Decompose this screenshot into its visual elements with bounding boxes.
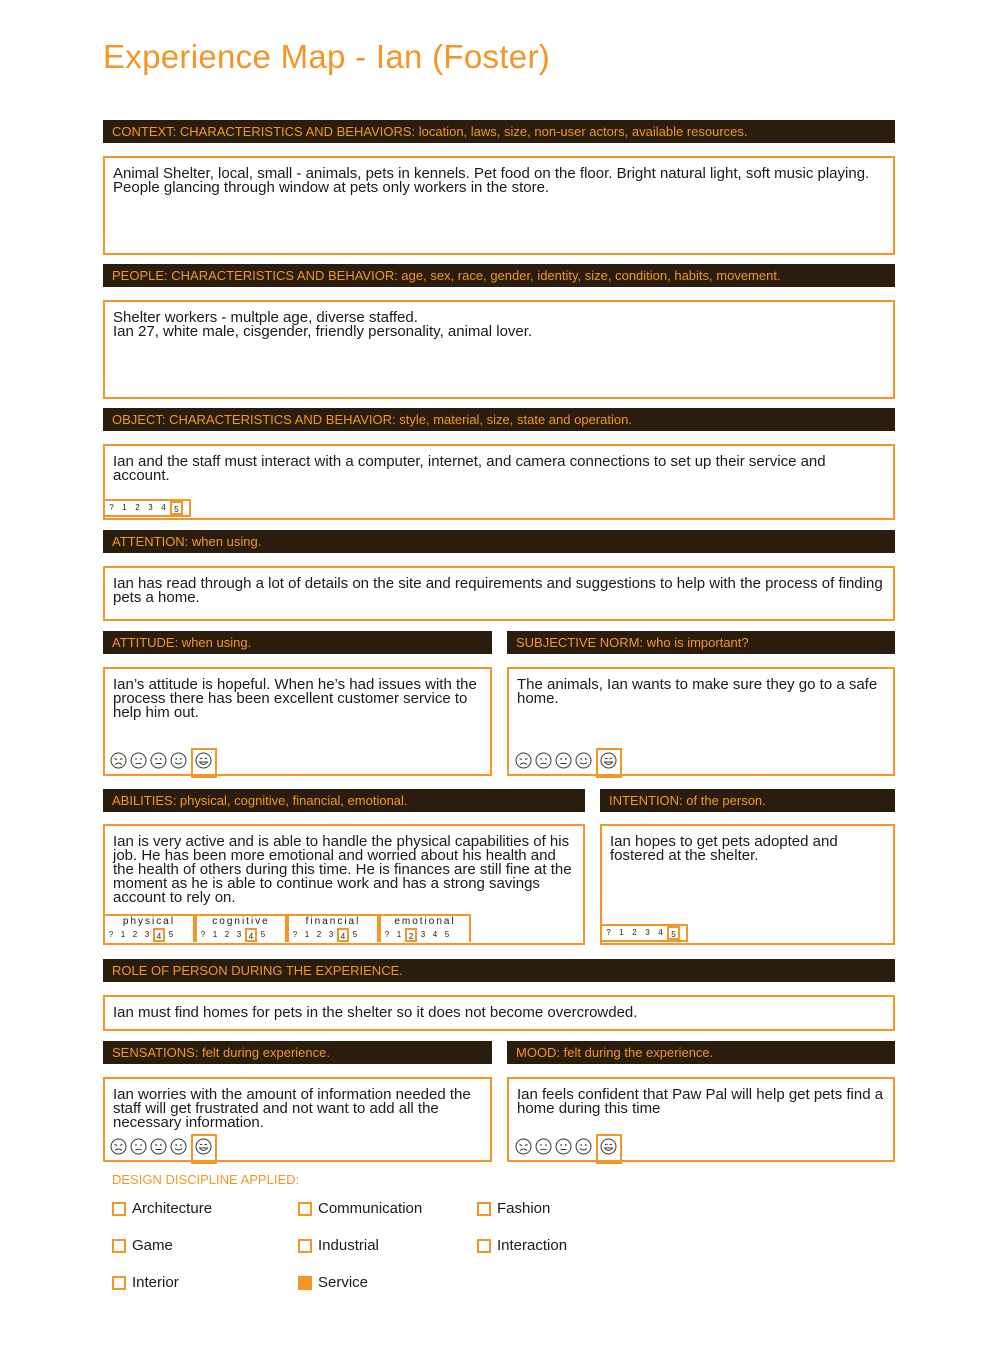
role-box: [103, 995, 895, 1031]
ability-group-label: financial: [305, 916, 361, 927]
discipline-label: Game: [132, 1237, 173, 1254]
subjective-norm-text: The animals, Ian wants to make sure they go to a safe home.: [517, 676, 878, 707]
mood-header: MOOD: felt during the experience.: [507, 1041, 895, 1064]
discipline-label: Industrial: [318, 1237, 379, 1254]
discipline-option-communication[interactable]: [298, 1200, 422, 1217]
attention-box: [103, 566, 895, 621]
attitude-face-rating: [110, 748, 217, 778]
ability-group-physical: [103, 914, 195, 942]
rating-option-4: 4: [658, 928, 663, 937]
discipline-option-architecture[interactable]: [112, 1200, 212, 1217]
attitude-header: ATTITUDE: when using.: [103, 631, 492, 654]
intention-rating-scale: [600, 924, 688, 942]
very-happy-face-icon: [191, 748, 217, 778]
discipline-checkbox[interactable]: [298, 1202, 312, 1216]
intention-header: INTENTION: of the person.: [600, 789, 895, 812]
rating-option-unknown: ?: [109, 503, 114, 512]
rating-option-5: 5: [170, 501, 183, 515]
sad-face-icon: [130, 752, 150, 774]
very-sad-face-icon: [110, 752, 130, 774]
people-line-1: Shelter workers - multple age, diverse staffed.: [113, 309, 418, 326]
happy-face-icon: [170, 752, 190, 774]
rating-option-3: 3: [328, 930, 334, 939]
rating-option-3: 3: [148, 503, 153, 512]
discipline-option-industrial[interactable]: [298, 1237, 379, 1254]
mood-text: Ian feels confident that Paw Pal will help get pets find a home during this time: [517, 1086, 884, 1117]
very-sad-face-icon: [110, 1138, 130, 1160]
attention-header: ATTENTION: when using.: [103, 530, 895, 553]
ability-group-label: physical: [122, 916, 176, 927]
sad-face-icon: [535, 1138, 555, 1160]
rating-option-2: 2: [632, 928, 637, 937]
attention-text: Ian has read through a lot of details on the site and requirements and suggestions to help with the process of finding pets a home.: [113, 575, 883, 606]
rating-option-unknown: ?: [200, 930, 206, 939]
context-text: Animal Shelter, local, small - animals, pets in kennels. Pet food on the floor. Bright natural light, soft music playing. People glancing through window at pets only workers in the store.: [113, 165, 870, 196]
ability-group-emotional: [379, 914, 471, 942]
very-happy-face-icon: [596, 1134, 622, 1164]
discipline-option-game[interactable]: [112, 1237, 173, 1254]
intention-text: Ian hopes to get pets adopted and fostered at the shelter.: [610, 833, 838, 864]
rating-option-5: 5: [260, 930, 266, 939]
object-text: Ian and the staff must interact with a computer, internet, and camera connections to set up their service and account.: [113, 453, 826, 484]
rating-option-1: 1: [122, 503, 127, 512]
rating-option-3: 3: [144, 930, 150, 939]
rating-option-1: 1: [619, 928, 624, 937]
discipline-label: Architecture: [132, 1200, 213, 1217]
sad-face-icon: [130, 1138, 150, 1160]
rating-option-unknown: ?: [606, 928, 611, 937]
rating-option-unknown: ?: [384, 930, 390, 939]
rating-option-1: 1: [212, 930, 218, 939]
rating-option-unknown: ?: [292, 930, 298, 939]
mood-face-rating: [515, 1134, 622, 1164]
subjective-norm-header: SUBJECTIVE NORM: who is important?: [507, 631, 895, 654]
discipline-option-fashion[interactable]: [477, 1200, 550, 1217]
ability-group-financial: [287, 914, 379, 942]
rating-option-5: 5: [444, 930, 450, 939]
discipline-checkbox[interactable]: [298, 1239, 312, 1253]
rating-option-3: 3: [645, 928, 650, 937]
sensations-text: Ian worries with the amount of information needed the staff will get frustrated and not want to add all the necessary information.: [113, 1086, 471, 1131]
ability-group-cognitive: [195, 914, 287, 942]
rating-option-1: 1: [396, 930, 402, 939]
object-rating-scale: [103, 499, 191, 517]
rating-option-4: 4: [432, 930, 438, 939]
happy-face-icon: [575, 752, 595, 774]
context-box: [103, 156, 895, 255]
neutral-face-icon: [150, 1138, 170, 1160]
rating-option-3: 3: [420, 930, 426, 939]
rating-option-4: 4: [161, 503, 166, 512]
people-line-2: Ian 27, white male, cisgender, friendly personality, animal lover.: [113, 323, 533, 340]
rating-option-2: 2: [135, 503, 140, 512]
abilities-text: Ian is very active and is able to handle the physical capabilities of his job. He has been more emotional and worried about his health and the health of others during this time. He is finances are still fine at the moment as he is able to continue work and has a strong savings account to rely on.: [113, 833, 572, 906]
very-sad-face-icon: [515, 1138, 535, 1160]
discipline-label: Interaction: [497, 1237, 568, 1254]
neutral-face-icon: [555, 752, 575, 774]
very-sad-face-icon: [515, 752, 535, 774]
rating-option-2: 2: [224, 930, 230, 939]
abilities-rating-groups: [103, 914, 471, 942]
discipline-label: Service: [318, 1274, 369, 1291]
discipline-label: Communication: [318, 1200, 423, 1217]
discipline-label: Fashion: [497, 1200, 551, 1217]
sensations-face-rating: [110, 1134, 217, 1164]
rating-option-5: 5: [667, 926, 680, 940]
people-header: PEOPLE: CHARACTERISTICS AND BEHAVIOR: age, sex, race, gender, identity, size, condition, habits, movement.: [103, 264, 895, 287]
rating-option-5: 5: [168, 930, 174, 939]
rating-option-1: 1: [304, 930, 310, 939]
rating-option-4: 4: [153, 928, 165, 942]
rating-option-2: 2: [405, 928, 417, 942]
very-happy-face-icon: [191, 1134, 217, 1164]
ability-group-label: emotional: [394, 916, 456, 927]
rating-option-4: 4: [245, 928, 257, 942]
subjective-norm-face-rating: [515, 748, 622, 778]
very-happy-face-icon: [596, 748, 622, 778]
attitude-text: Ian’s attitude is hopeful. When he’s had issues with the process there has been excellent customer service to help him out.: [113, 676, 477, 721]
role-header: ROLE OF PERSON DURING THE EXPERIENCE.: [103, 959, 895, 982]
rating-option-1: 1: [120, 930, 126, 939]
design-discipline-header: DESIGN DISCIPLINE APPLIED:: [112, 1172, 300, 1187]
discipline-checkbox[interactable]: [477, 1239, 491, 1253]
happy-face-icon: [170, 1138, 190, 1160]
discipline-option-service[interactable]: [298, 1274, 368, 1291]
neutral-face-icon: [555, 1138, 575, 1160]
rating-option-4: 4: [337, 928, 349, 942]
rating-option-3: 3: [236, 930, 242, 939]
discipline-label: Interior: [132, 1274, 179, 1291]
discipline-checkbox[interactable]: [112, 1276, 126, 1290]
discipline-option-interaction[interactable]: [477, 1237, 567, 1254]
discipline-option-interior[interactable]: [112, 1274, 179, 1291]
rating-option-5: 5: [352, 930, 358, 939]
context-header: CONTEXT: CHARACTERISTICS AND BEHAVIORS: location, laws, size, non-user actors, available resources.: [103, 120, 895, 143]
discipline-checkbox[interactable]: [298, 1276, 312, 1290]
rating-option-2: 2: [132, 930, 138, 939]
discipline-checkbox[interactable]: [477, 1202, 491, 1216]
rating-option-unknown: ?: [108, 930, 114, 939]
people-box: [103, 300, 895, 399]
sad-face-icon: [535, 752, 555, 774]
page-title: Experience Map - Ian (Foster): [103, 38, 551, 75]
object-header: OBJECT: CHARACTERISTICS AND BEHAVIOR: style, material, size, state and operation.: [103, 408, 895, 431]
object-box: [103, 444, 895, 520]
discipline-checkbox[interactable]: [112, 1202, 126, 1216]
role-text: Ian must find homes for pets in the shelter so it does not become overcrowded.: [113, 1004, 638, 1021]
discipline-checkbox[interactable]: [112, 1239, 126, 1253]
neutral-face-icon: [150, 752, 170, 774]
happy-face-icon: [575, 1138, 595, 1160]
sensations-header: SENSATIONS: felt during experience.: [103, 1041, 492, 1064]
rating-option-2: 2: [316, 930, 322, 939]
abilities-header: ABILITIES: physical, cognitive, financial, emotional.: [103, 789, 585, 812]
ability-group-label: cognitive: [212, 916, 270, 927]
